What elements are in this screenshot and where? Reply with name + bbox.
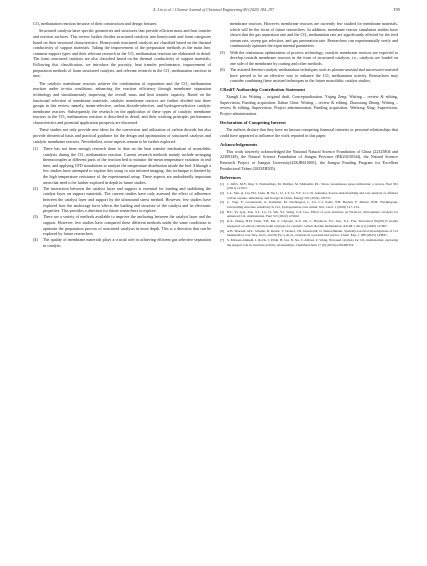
paragraph-outlook: These studies not only provide new ideas for the conversion and utilization of carbon dioxide but also provide theoretical basis and practical guidance for the design and optimization of structured catalysts and catalytic membrane reactors. Nevertheless, more aspects remain to be further explored: (33, 127, 211, 144)
reference-text: S. Mirzaei-Ahmedi, J. Rovis, I. Ullah, H. Liu, N. Xu, Z. Abbasi, Z. Wang, Ni-based catalysts for CO₂ methanation: exploring the support role in structure-activity relationships, ChemSusChem 17 (9) (2024) e202400319. (227, 238, 398, 247)
reference-number: [5] (220, 219, 224, 224)
page-number: 195 (393, 7, 400, 12)
reference-text: C. Vogt, E. Groeneveld, G. Kamsma, M. Nachtegaal, L. Lu, C.J. Kiely, P.H. Berben, F. Meirer, B.M. Weckhuysen, Unravelling structure sensitivity in CO₂ hydrogenation over nickel, Nat. Catal. 1 (2018) 127–134. (227, 200, 398, 209)
outlook-item-2 (33, 186, 211, 214)
list-text: membrane reactors. However, membrane reactors are currently few studied for membrane materials, which will be the focus of future researchers. In addition, membrane reactor simulation studies have shown that the gas separation rate and the CO₂ methanation rate are significantly affected by the feed stream rate, sweep gas selection, and gas permeation rate. Researchers can experimentally verify and continuously optimize the experimental parameters. (230, 21, 398, 49)
list-text: The quality of membrane materials plays a crucial role in achieving efficient gas selective separation in catalytic (43, 237, 211, 248)
reference-item (220, 210, 398, 219)
reference-text: J. Jeffry, M.Y. Ong, S. Nomanbhay, M. Mofijur, M. Mubashir, P.L. Show, Greenhouse gases utilization: a review, Fuel 301 (2021) 121017. (227, 181, 398, 191)
conflict-text: The authors declare that they have no known competing financial interests or personal relationships that could have appeared to influence the work reported in this paper. (220, 127, 398, 138)
intro-fragment: CO₂ methanation reaction because of their construction and design features. (33, 21, 158, 26)
right-column (220, 21, 398, 247)
reference-number: [2] (220, 191, 224, 196)
outlook-item-5 (220, 50, 398, 67)
outlook-item-4 (33, 237, 211, 248)
reference-number: [7] (220, 238, 224, 242)
reference-number: [3] (220, 200, 224, 205)
list-marker: (1) (33, 146, 38, 152)
reference-item (220, 238, 398, 247)
reference-number: [6] (220, 228, 224, 233)
list-marker: (2) (33, 185, 38, 191)
reference-number: [1] (220, 181, 224, 186)
references-heading: References (220, 174, 241, 180)
outlook-item-6 (220, 67, 398, 84)
list-text: The assisted thermo-catalytic methanation techniques such as plasma-assisted and microwave-assisted have proved to be an effective way to enhance the CO₂ methanation activity. Researchers may consider combining these assisted techniques in the future monolithic catalyst studies. (230, 66, 398, 84)
reference-item (220, 191, 398, 200)
reference-item (220, 219, 398, 228)
reference-text: K.X. Zhang, H.H. Chen, Y.B. Ma, S. Chaouai, X.X. Ou, C. Hardacre, Y.L. Jiao, X.L. Fan, Structured Ni@Ni₃N zeolite supported on silicon carbide foam catalysts for catalytic carbon dioxide methanation, AIChE J. 66 (11) (2020) e17007. (227, 219, 398, 228)
acknowledgements-heading: Acknowledgements (220, 141, 258, 147)
reference-text: A.B. Sharaeh, M.L. Schulte, R. Kreitz, T. Stroher, J.D. Grunwaldt, O. Deutschmann, Spatially-resolved investigations of CO methanation over Ni/γ-Al₂O₃ and Ni₃Fe₁/γ-Al₂O₃ catalysts in a packed-bed reactor, Chem. Eng. J. 489 (2023) 143847. (227, 228, 398, 238)
list-marker: (4) (33, 237, 38, 243)
reference-item (220, 229, 398, 238)
paragraph-membrane-reactors: The catalytic membrane reactors achieve the combination of separation and the CO₂ methanation reaction under in-situ conditions, enhancing the reaction efficiency through membrane separation technology and simultaneously improving the overall mass and heat transfer capacity. Based on the functional selection of membrane materials, catalytic membrane reactors are further divided into three groups in this review, namely, steam-selective, carbon dioxide-selective, and hydrogen-selective catalytic membrane reactors. Subsequently, the research on the application of these types of catalytic membrane reactors in the CO₂ methanation reaction is described in detail, and their working principle, performance characteristics and potential application prospects are discussed. (33, 80, 211, 125)
credit-heading: CRediT Authorship Contribution Statement (220, 87, 306, 93)
paragraph-structured-catalysts: Structured catalysts have specific geometries and structures that provide efficient mass and heat transfer and reaction surfaces. This review further divides structured catalysts into honeycomb and foam categories based on their structural characteristics. Honeycomb structured catalysts are classified based on the thermal conductivity of support materials. Taking the improvement of the preparation methods as the main line, common support types and their relevant research in the CO₂ methanation reaction are elaborated in detail. The foam structured catalysts are also classified based on the thermal conductivity of support materials. Following this classification, we introduce the porosity, heat transfer performance, improvement of preparation methods of foam structured catalysts, and relevant research in the CO₂ methanation reaction in turn. (33, 28, 211, 79)
running-head: X. Liu et al. / Chinese Journal of Chemical Engineering 80 (2025) 184–197 (152, 7, 275, 12)
credit-text: Xiangli Liu: Writing – original draft, Conceptualization. Yiqing Zeng: Writing – review & editing, Supervision, Funding acquisition. Jiahao Chen: Writing – review & editing. Zhaoxiang Zhong: Writing – review & editing, Supervision, Project administration, Funding acquisition. Weihong Xing: Supervision, Project administration. (220, 94, 398, 116)
reference-number: [4] (220, 209, 224, 214)
list-text: With the continuous optimization of process technology, catalytic membrane reactors are expected to develop towards membrane reactors in the form of structured catalysts, i.e., catalysts are loaded on one side of the membrane by coating and other methods. (230, 49, 398, 66)
outlook-item-3 (33, 214, 211, 236)
list-text: The interaction between the catalyst layer and support is essential for loading and stabilizing the catalyst layer on support materials. The current studies have only assessed the effect of adherence between the catalyst layer and support by the ultrasound stress method. However, few studies have explored how the anchorage force affects the loading and structure of the catalyst and its electronic properties. This provides a direction for future researchers to explore. (43, 185, 211, 214)
conflict-heading: Declaration of Competing Interest (220, 120, 286, 126)
list-text: There has not been enough research done to date on the heat transfer mechanism of monolithic catalysts during the CO₂ methanation reaction. Current research methods mainly include arranging thermocouples at different parts of the reaction bed to monitor the mean temperature variation in real time, and applying CFD simulations to analyze the temperature distribution inside the bed. Although a few studies have attempted to explore this using in situ infrared imaging, this technique is limited by the high temperature resistance of the experimental setup. These aspects are undoubtedly important areas that need to be further explored in depth in future studies. (43, 146, 211, 185)
list-marker: (6) (220, 66, 225, 72)
list-marker: (5) (220, 49, 225, 55)
list-text: There are a variety of methods available to improve the anchoring between the catalyst layer and the support. However, few studies have compared these different methods under the same conditions to optimize the preparation process of structured catalysts in more depth. This is a direction that can be explored by future researchers. (43, 214, 211, 237)
left-column (33, 21, 211, 249)
outlook-item-1 (33, 146, 211, 185)
reference-item (220, 200, 398, 209)
reference-item (220, 182, 398, 191)
reference-text: H.L. Yi, Q.Q. Xue, S.L. Lu, J.J. Wu, Y.J. Wang, G.S. Luo, Effect of pore structure on Ni/Al₂O₃ microsphere catalysts for enhanced CO₂ methanation, Fuel 315 (2022) 123262. (227, 209, 398, 219)
reference-text: L.L. Sun, Q. Liu, H.J. Chen, H. Yu, L. Li, L.T. Li, Y.Z. Li, C.D. Adenutsi, Source-sink matching and cost analysis of offshore carbon capture, utilization, and storage in China, Energy 291 (2024) 130137. (227, 191, 398, 200)
outlook-item-4-continued (220, 21, 398, 49)
list-marker: (3) (33, 214, 38, 220)
acknowledgements-text: This work sincerely acknowledged the National Natural Science Foundation of China (22325804 and 22308148), the Natural Science Foundation of Jiangsu Province (BK20230344), the Natural Science Research Project of Jiangsu University(23KJB610001), the Jiangsu Funding Program for Excellent Postdoctoral Talent (2023ZB505). (220, 148, 398, 171)
